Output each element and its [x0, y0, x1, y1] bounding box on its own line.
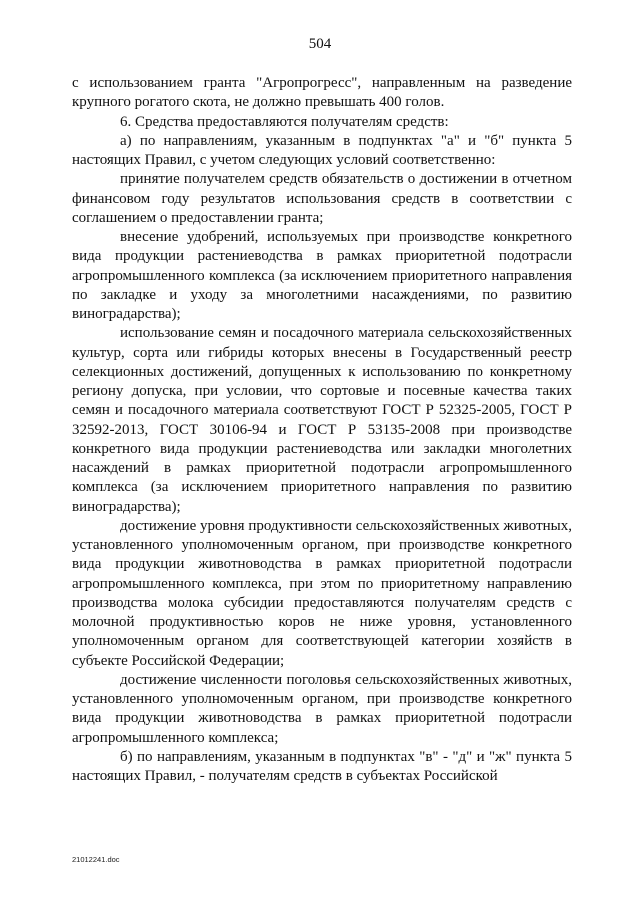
paragraph-seeds: использование семян и посадочного материала сельскохозяйственных культур, сорта или гибриды которых внесены в Государственный реестр селекционных достижений, допущенных к использованию по конкретному региону допуска, при условии, что сортовые и посевные качества таких семян и посадочного материала соответствуют ГОСТ Р 52325-2005, ГОСТ Р 32592-2013, ГОСТ 30106-94 и ГОСТ Р 53135-2008 при производстве конкретного вида продукции растениеводства или закладки многолетних насаждений в рамках приоритетной подотрасли агропромышленного комплекса (за исключением приоритетного направления по развитию виноградарства); — [72, 325, 572, 515]
document-body — [72, 74, 572, 786]
page-number: 504 — [308, 36, 332, 52]
paragraph-livestock-count: достижение численности поголовья сельскохозяйственных животных, установленного уполномоченным органом, при производстве конкретного вида продукции животноводства в рамках приоритетной подотрасли агропромышленного комплекса; — [72, 671, 572, 746]
paragraph-subclause-a: а) по направлениям, указанным в подпунктах "а" и "б" пункта 5 настоящих Правил, с учетом следующих условий соответственно: — [72, 132, 572, 168]
paragraph-continuation: с использованием гранта "Агропрогресс", направленным на разведение крупного рогатого скота, не должно превышать 400 голов. — [72, 75, 572, 111]
paragraph-subclause-b: б) по направлениям, указанным в подпунктах "в" - "д" и "ж" пункта 5 настоящих Правил, - получателям средств в субъектах Российской — [72, 748, 572, 784]
paragraph-obligations: принятие получателем средств обязательств о достижении в отчетном финансовом году результатов использования средств в соответствии с соглашением о предоставлении гранта; — [72, 171, 572, 226]
paragraph-productivity: достижение уровня продуктивности сельскохозяйственных животных, установленного уполномоченным органом, при производстве конкретного вида продукции животноводства в рамках приоритетной подотрасли агропромышленного комплекса, при этом по приоритетному направлению производства молока субсидии предоставляются получателям средств с молочной продуктивностью коров не ниже уровня, установленного уполномоченным органом для соответствующей категории хозяйств в субъекте Российской Федерации; — [72, 517, 572, 669]
paragraph-clause-6: 6. Средства предоставляются получателям средств: — [120, 113, 449, 130]
paragraph-fertilizers: внесение удобрений, используемых при производстве конкретного вида продукции растениеводства в рамках приоритетной подотрасли агропромышленного комплекса (за исключением приоритетного направления по закладке и уходу за многолетними насаждениями, по развитию виноградарства); — [72, 229, 572, 322]
footer-filename: 21012241.doc — [72, 855, 120, 864]
